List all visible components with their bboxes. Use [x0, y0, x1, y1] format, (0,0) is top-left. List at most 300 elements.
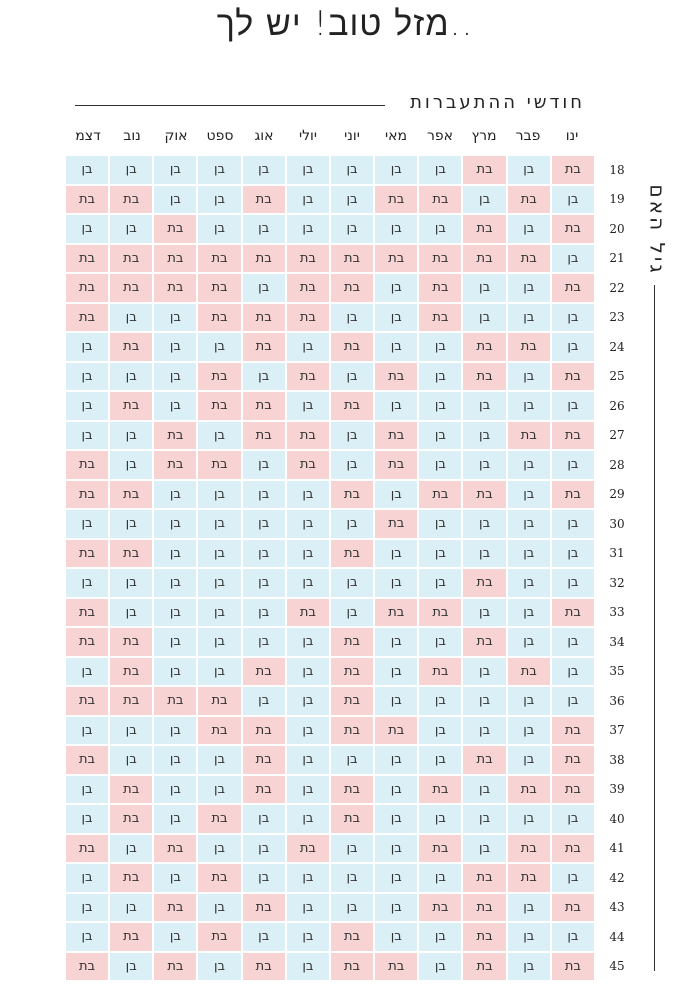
boy-cell: בן: [375, 481, 417, 509]
girl-cell: בת: [66, 953, 108, 981]
girl-cell: בת: [243, 245, 285, 273]
girl-cell: בת: [419, 599, 461, 627]
age-label: 20: [609, 221, 625, 236]
boy-cell: בן: [375, 658, 417, 686]
boy-cell: בן: [198, 658, 240, 686]
girl-cell: בת: [331, 540, 373, 568]
boy-cell: בן: [110, 953, 152, 981]
girl-cell: בת: [66, 451, 108, 479]
boy-cell: בן: [508, 540, 550, 568]
boy-cell: בן: [375, 835, 417, 863]
girl-cell: בת: [66, 746, 108, 774]
boy-cell: בן: [287, 569, 329, 597]
page-title: מזל טוב! יש לך..: [216, 4, 474, 44]
boy-cell: בן: [375, 746, 417, 774]
grid-row: [66, 451, 594, 479]
boy-cell: בן: [287, 717, 329, 745]
boy-cell: בן: [198, 953, 240, 981]
age-label: 39: [609, 782, 625, 797]
boy-cell: בן: [243, 569, 285, 597]
girl-cell: בת: [419, 894, 461, 922]
boy-cell: בן: [508, 717, 550, 745]
girl-cell: בת: [243, 953, 285, 981]
boy-cell: בן: [198, 540, 240, 568]
girl-cell: בת: [110, 805, 152, 833]
girl-cell: בת: [243, 746, 285, 774]
month-header: ספט: [206, 128, 234, 144]
age-label: 29: [609, 487, 625, 502]
boy-cell: בן: [508, 953, 550, 981]
girl-cell: בת: [419, 835, 461, 863]
boy-cell: בן: [110, 835, 152, 863]
girl-cell: בת: [375, 422, 417, 450]
boy-cell: בן: [243, 363, 285, 391]
grid-row: [66, 864, 594, 892]
girl-cell: בת: [419, 658, 461, 686]
age-label: 31: [609, 546, 625, 561]
age-label: 19: [609, 192, 625, 207]
boy-cell: בן: [243, 481, 285, 509]
boy-cell: בן: [331, 599, 373, 627]
girl-cell: בת: [508, 776, 550, 804]
boy-cell: בן: [110, 510, 152, 538]
boy-cell: בן: [552, 245, 594, 273]
boy-cell: בן: [110, 304, 152, 332]
age-label: 21: [609, 251, 625, 266]
boy-cell: בן: [331, 451, 373, 479]
girl-cell: בת: [375, 510, 417, 538]
boy-cell: בן: [508, 274, 550, 302]
girl-cell: בת: [331, 923, 373, 951]
month-header: יולי: [298, 128, 318, 144]
girl-cell: בת: [463, 953, 505, 981]
boy-cell: בן: [331, 894, 373, 922]
month-header-row: [66, 128, 594, 152]
boy-cell: בן: [331, 186, 373, 214]
boy-cell: בן: [154, 776, 196, 804]
girl-cell: בת: [331, 658, 373, 686]
boy-cell: בן: [552, 540, 594, 568]
girl-cell: בת: [110, 687, 152, 715]
girl-cell: בת: [243, 422, 285, 450]
boy-cell: בן: [419, 510, 461, 538]
boy-cell: בן: [331, 156, 373, 184]
girl-cell: בת: [287, 363, 329, 391]
boy-cell: בן: [198, 599, 240, 627]
boy-cell: בן: [331, 304, 373, 332]
boy-cell: בן: [243, 864, 285, 892]
boy-cell: בן: [110, 894, 152, 922]
boy-cell: בן: [66, 333, 108, 361]
month-header: אפר: [426, 128, 453, 144]
boy-cell: בן: [463, 510, 505, 538]
boy-cell: בן: [287, 628, 329, 656]
boy-cell: בן: [375, 540, 417, 568]
age-label: 36: [609, 693, 625, 708]
boy-cell: בן: [375, 687, 417, 715]
girl-cell: בת: [243, 392, 285, 420]
boy-cell: בן: [463, 805, 505, 833]
age-label: 18: [609, 162, 625, 177]
boy-cell: בן: [110, 215, 152, 243]
girl-cell: בת: [110, 923, 152, 951]
girl-cell: בת: [552, 776, 594, 804]
boy-cell: בן: [66, 363, 108, 391]
boy-cell: בן: [419, 215, 461, 243]
girl-cell: בת: [552, 894, 594, 922]
boy-cell: בן: [375, 805, 417, 833]
boy-cell: בן: [243, 274, 285, 302]
girl-cell: בת: [463, 481, 505, 509]
boy-cell: בן: [419, 363, 461, 391]
boy-cell: בן: [198, 215, 240, 243]
boy-cell: בן: [287, 658, 329, 686]
girl-cell: בת: [463, 864, 505, 892]
boy-cell: בן: [508, 451, 550, 479]
months-heading-group: [75, 92, 585, 118]
boy-cell: בן: [552, 864, 594, 892]
boy-cell: בן: [243, 156, 285, 184]
boy-cell: בן: [198, 481, 240, 509]
girl-cell: בת: [552, 274, 594, 302]
boy-cell: בן: [375, 392, 417, 420]
girl-cell: בת: [375, 363, 417, 391]
boy-cell: בן: [287, 923, 329, 951]
grid-row: [66, 953, 594, 981]
boy-cell: בן: [419, 628, 461, 656]
grid-row: [66, 481, 594, 509]
girl-cell: בת: [508, 245, 550, 273]
boy-cell: בן: [419, 392, 461, 420]
boy-cell: בן: [463, 422, 505, 450]
boy-cell: בן: [198, 894, 240, 922]
boy-cell: בן: [508, 156, 550, 184]
girl-cell: בת: [243, 717, 285, 745]
boy-cell: בן: [463, 835, 505, 863]
boy-cell: בן: [463, 392, 505, 420]
boy-cell: בן: [154, 717, 196, 745]
girl-cell: בת: [463, 628, 505, 656]
girl-cell: בת: [331, 245, 373, 273]
boy-cell: בן: [198, 186, 240, 214]
boy-cell: בן: [198, 422, 240, 450]
grid-row: [66, 569, 594, 597]
month-header: אוק: [164, 128, 188, 144]
age-label: 28: [609, 457, 625, 472]
girl-cell: בת: [552, 215, 594, 243]
age-label: 26: [609, 398, 625, 413]
boy-cell: בן: [375, 274, 417, 302]
months-heading: חודשי ההתעברות: [410, 92, 585, 113]
month-header: מאי: [385, 128, 407, 144]
grid-row: [66, 363, 594, 391]
boy-cell: בן: [419, 333, 461, 361]
girl-cell: בת: [552, 746, 594, 774]
boy-cell: בן: [552, 304, 594, 332]
girl-cell: בת: [66, 304, 108, 332]
boy-cell: בן: [331, 746, 373, 774]
girl-cell: בת: [243, 658, 285, 686]
month-header: אוג: [254, 128, 274, 144]
girl-cell: בת: [419, 274, 461, 302]
girl-cell: בת: [331, 628, 373, 656]
boy-cell: בן: [154, 333, 196, 361]
girl-cell: בת: [154, 274, 196, 302]
girl-cell: בת: [154, 894, 196, 922]
age-label: 30: [609, 516, 625, 531]
boy-cell: בן: [110, 746, 152, 774]
girl-cell: בת: [110, 776, 152, 804]
boy-cell: בן: [287, 510, 329, 538]
girl-cell: בת: [552, 717, 594, 745]
boy-cell: בן: [287, 953, 329, 981]
grid-row: [66, 304, 594, 332]
boy-cell: בן: [243, 628, 285, 656]
boy-cell: בן: [287, 215, 329, 243]
girl-cell: בת: [198, 451, 240, 479]
girl-cell: בת: [243, 304, 285, 332]
girl-cell: בת: [198, 304, 240, 332]
boy-cell: בן: [508, 687, 550, 715]
girl-cell: בת: [154, 953, 196, 981]
girl-cell: בת: [419, 245, 461, 273]
grid-row: [66, 186, 594, 214]
boy-cell: בן: [110, 363, 152, 391]
girl-cell: בת: [154, 422, 196, 450]
girl-cell: בת: [331, 481, 373, 509]
girl-cell: בת: [66, 599, 108, 627]
girl-cell: בת: [463, 156, 505, 184]
girl-cell: בת: [375, 245, 417, 273]
girl-cell: בת: [243, 186, 285, 214]
age-label: 32: [609, 575, 625, 590]
girl-cell: בת: [66, 274, 108, 302]
boy-cell: בן: [243, 805, 285, 833]
age-label: 45: [609, 959, 625, 974]
boy-cell: בן: [287, 746, 329, 774]
girl-cell: בת: [508, 333, 550, 361]
girl-cell: בת: [419, 776, 461, 804]
girl-cell: בת: [419, 481, 461, 509]
grid-row: [66, 687, 594, 715]
girl-cell: בת: [375, 599, 417, 627]
boy-cell: בן: [110, 451, 152, 479]
boy-cell: בן: [463, 717, 505, 745]
boy-cell: בן: [508, 805, 550, 833]
boy-cell: בן: [552, 186, 594, 214]
girl-cell: בת: [463, 363, 505, 391]
girl-cell: בת: [287, 274, 329, 302]
girl-cell: בת: [198, 392, 240, 420]
girl-cell: בת: [331, 776, 373, 804]
boy-cell: בן: [419, 923, 461, 951]
boy-cell: בן: [375, 304, 417, 332]
boy-cell: בן: [198, 156, 240, 184]
grid-row: [66, 599, 594, 627]
age-label: 23: [609, 310, 625, 325]
boy-cell: בן: [198, 333, 240, 361]
girl-cell: בת: [198, 717, 240, 745]
boy-cell: בן: [66, 864, 108, 892]
boy-cell: בן: [331, 215, 373, 243]
boy-cell: בן: [508, 215, 550, 243]
grid-row: [66, 510, 594, 538]
boy-cell: בן: [552, 658, 594, 686]
boy-cell: בן: [331, 363, 373, 391]
boy-cell: בן: [154, 481, 196, 509]
girl-cell: בת: [552, 953, 594, 981]
boy-cell: בן: [375, 333, 417, 361]
boy-cell: בן: [508, 481, 550, 509]
boy-cell: בן: [110, 156, 152, 184]
month-header: ינו: [565, 128, 579, 144]
girl-cell: בת: [552, 156, 594, 184]
girl-cell: בת: [375, 953, 417, 981]
boy-cell: בן: [198, 776, 240, 804]
girl-cell: בת: [331, 392, 373, 420]
girl-cell: בת: [463, 215, 505, 243]
boy-cell: בן: [508, 628, 550, 656]
grid-row: [66, 923, 594, 951]
boy-cell: בן: [375, 156, 417, 184]
age-label: 33: [609, 605, 625, 620]
boy-cell: בן: [419, 540, 461, 568]
month-header: מרץ: [471, 128, 497, 144]
boy-cell: בן: [375, 776, 417, 804]
boy-cell: בן: [419, 746, 461, 774]
grid-row: [66, 717, 594, 745]
boy-cell: בן: [154, 304, 196, 332]
age-heading: גיל האם: [646, 184, 670, 276]
boy-cell: בן: [154, 156, 196, 184]
boy-cell: בן: [552, 628, 594, 656]
boy-cell: בן: [419, 805, 461, 833]
boy-cell: בן: [66, 422, 108, 450]
boy-cell: בן: [508, 894, 550, 922]
boy-cell: בן: [463, 451, 505, 479]
boy-cell: בן: [419, 717, 461, 745]
girl-cell: בת: [154, 687, 196, 715]
boy-cell: בן: [508, 923, 550, 951]
girl-cell: בת: [552, 599, 594, 627]
girl-cell: בת: [198, 923, 240, 951]
age-label: 27: [609, 428, 625, 443]
girl-cell: בת: [375, 451, 417, 479]
girl-cell: בת: [110, 186, 152, 214]
boy-cell: בן: [331, 422, 373, 450]
heading-divider-line: [75, 105, 385, 106]
boy-cell: בן: [154, 510, 196, 538]
girl-cell: בת: [110, 274, 152, 302]
boy-cell: בן: [375, 894, 417, 922]
boy-cell: בן: [375, 215, 417, 243]
boy-cell: בן: [331, 835, 373, 863]
boy-cell: בן: [463, 540, 505, 568]
boy-cell: בן: [110, 422, 152, 450]
age-label: 24: [609, 339, 625, 354]
girl-cell: בת: [419, 186, 461, 214]
boy-cell: בן: [110, 599, 152, 627]
boy-cell: בן: [375, 923, 417, 951]
age-label: 34: [609, 634, 625, 649]
girl-cell: בת: [331, 333, 373, 361]
boy-cell: בן: [66, 894, 108, 922]
grid-row: [66, 540, 594, 568]
boy-cell: בן: [463, 776, 505, 804]
girl-cell: בת: [508, 835, 550, 863]
girl-cell: בת: [243, 776, 285, 804]
girl-cell: בת: [552, 835, 594, 863]
grid-row: [66, 333, 594, 361]
girl-cell: בת: [419, 304, 461, 332]
boy-cell: בן: [552, 923, 594, 951]
boy-cell: בן: [463, 687, 505, 715]
age-label: 37: [609, 723, 625, 738]
boy-cell: בן: [375, 628, 417, 656]
boy-cell: בן: [331, 510, 373, 538]
boy-cell: בן: [198, 628, 240, 656]
boy-cell: בן: [243, 510, 285, 538]
boy-cell: בן: [419, 156, 461, 184]
girl-cell: בת: [110, 481, 152, 509]
girl-cell: בת: [552, 481, 594, 509]
boy-cell: בן: [154, 805, 196, 833]
age-column: [604, 156, 630, 980]
age-label: 38: [609, 752, 625, 767]
girl-cell: בת: [463, 569, 505, 597]
girl-cell: בת: [198, 363, 240, 391]
age-label: 41: [609, 841, 625, 856]
girl-cell: בת: [287, 835, 329, 863]
girl-cell: בת: [508, 864, 550, 892]
boy-cell: בן: [508, 599, 550, 627]
boy-cell: בן: [419, 687, 461, 715]
age-label: 40: [609, 811, 625, 826]
girl-cell: בת: [508, 422, 550, 450]
grid-row: [66, 776, 594, 804]
boy-cell: בן: [287, 894, 329, 922]
grid-row: [66, 628, 594, 656]
age-heading-line: [654, 285, 655, 971]
girl-cell: בת: [154, 245, 196, 273]
girl-cell: בת: [331, 687, 373, 715]
boy-cell: בן: [508, 304, 550, 332]
girl-cell: בת: [66, 835, 108, 863]
boy-cell: בן: [463, 186, 505, 214]
girl-cell: בת: [110, 658, 152, 686]
boy-cell: בן: [552, 569, 594, 597]
boy-cell: בן: [419, 569, 461, 597]
boy-cell: בן: [198, 510, 240, 538]
age-label: 44: [609, 929, 625, 944]
grid-row: [66, 245, 594, 273]
boy-cell: בן: [154, 392, 196, 420]
girl-cell: בת: [66, 628, 108, 656]
girl-cell: בת: [66, 540, 108, 568]
boy-cell: בן: [375, 569, 417, 597]
boy-cell: בן: [287, 392, 329, 420]
boy-cell: בן: [552, 510, 594, 538]
grid-row: [66, 274, 594, 302]
girl-cell: בת: [331, 717, 373, 745]
boy-cell: בן: [287, 776, 329, 804]
girl-cell: בת: [110, 392, 152, 420]
girl-cell: בת: [463, 894, 505, 922]
boy-cell: בן: [287, 186, 329, 214]
boy-cell: בן: [552, 687, 594, 715]
girl-cell: בת: [154, 451, 196, 479]
girl-cell: בת: [287, 304, 329, 332]
